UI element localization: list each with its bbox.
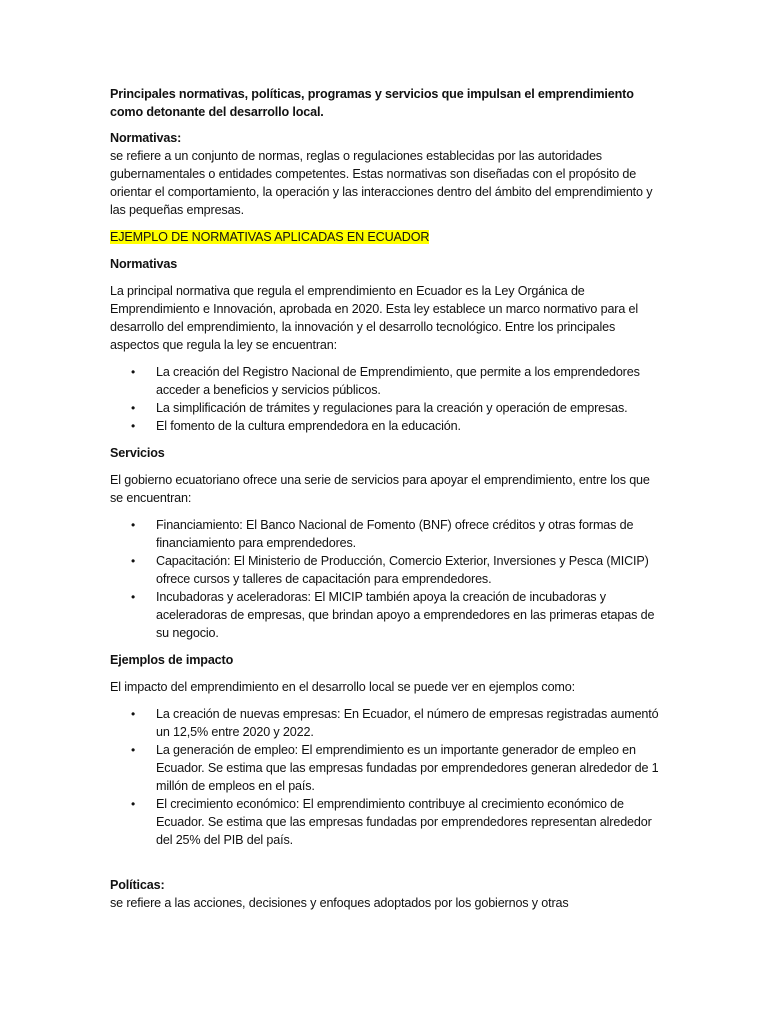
list-item (110, 417, 662, 435)
list-item-text: La creación de nuevas empresas: En Ecuador, el número de empresas registradas aumentó un 12,5% entre 2020 y 2022. (156, 707, 659, 739)
list-item-text: Financiamiento: El Banco Nacional de Fomento (BNF) ofrece créditos y otras formas de financiamiento para emprendedores. (156, 518, 634, 550)
bullet-icon: • (131, 743, 136, 757)
bullet-icon: • (131, 554, 136, 568)
politicas-heading: Políticas: (110, 878, 165, 892)
normativas-def-heading: Normativas: (110, 131, 182, 145)
list-item (110, 741, 662, 795)
bullet-icon: • (131, 365, 136, 379)
list-item-text: La simplificación de trámites y regulaciones para la creación y operación de empresas. (156, 401, 628, 415)
highlighted-heading: EJEMPLO DE NORMATIVAS APLICADAS EN ECUADOR (110, 230, 430, 244)
bullet-icon: • (131, 797, 136, 811)
normativas-list (110, 363, 662, 435)
blank-line (110, 858, 662, 876)
list-item (110, 516, 662, 552)
bullet-icon: • (131, 590, 136, 604)
politicas-definition (110, 876, 662, 912)
normativas-intro: La principal normativa que regula el emprendimiento en Ecuador es la Ley Orgánica de Emprendimiento e Innovación, aprobada en 2020. Esta ley establece un marco normativo para el desarrollo del emprendimiento, la innovación y el desarrollo tecnológico. Entre los principales aspectos que regula la ley se encuentran: (110, 284, 639, 352)
highlight-paragraph (110, 228, 662, 246)
normativas-definition (110, 129, 662, 219)
impacto-heading: Ejemplos de impacto (110, 653, 234, 667)
servicios-intro: El gobierno ecuatoriano ofrece una serie de servicios para apoyar el emprendimiento, entre los que se encuentran: (110, 473, 650, 505)
list-item-text: La generación de empleo: El emprendimiento es un importante generador de empleo en Ecuador. Se estima que las empresas fundadas por emprendedores generan alrededor de 1 millón de empleos en el país. (156, 743, 659, 793)
list-item (110, 705, 662, 741)
list-item-text: La creación del Registro Nacional de Emprendimiento, que permite a los emprendedores acceder a beneficios y servicios públicos. (156, 365, 640, 397)
list-item-text: El crecimiento económico: El emprendimiento contribuye al crecimiento económico de Ecuador. Se estima que las empresas fundadas por emprendedores representan alrededor del 25% del PIB del país. (156, 797, 652, 847)
list-item-text: Capacitación: El Ministerio de Producción, Comercio Exterior, Inversiones y Pesca (MICIP) ofrece cursos y talleres de capacitación para emprendedores. (156, 554, 649, 586)
document-title: Principales normativas, políticas, programas y servicios que impulsan el emprendimiento como detonante del desarrollo local. (110, 87, 634, 119)
list-item-text: Incubadoras y aceleradoras: El MICIP también apoya la creación de incubadoras y aceleradoras de empresas, que brindan apoyo a emprendedores en las primeras etapas de su negocio. (156, 590, 655, 640)
normativas-heading: Normativas (110, 257, 178, 271)
impacto-list (110, 705, 662, 849)
list-item (110, 552, 662, 588)
list-item (110, 363, 662, 399)
list-item (110, 399, 662, 417)
servicios-heading: Servicios (110, 446, 165, 460)
list-item (110, 588, 662, 642)
bullet-icon: • (131, 401, 136, 415)
list-item-text: El fomento de la cultura emprendedora en la educación. (156, 419, 461, 433)
list-item (110, 795, 662, 849)
servicios-list (110, 516, 662, 642)
bullet-icon: • (131, 419, 136, 433)
bullet-icon: • (131, 707, 136, 721)
politicas-text: se refiere a las acciones, decisiones y enfoques adoptados por los gobiernos y otras (110, 896, 569, 910)
impacto-intro: El impacto del emprendimiento en el desarrollo local se puede ver en ejemplos como: (110, 680, 575, 694)
bullet-icon: • (131, 518, 136, 532)
document-page (110, 85, 662, 921)
normativas-def-text: se refiere a un conjunto de normas, reglas o regulaciones establecidas por las autoridades gubernamentales o entidades competentes. Estas normativas son diseñadas con el propósito de orientar el comportamiento, la operación y las interacciones dentro del ámbito del emprendimiento y las pequeñas empresas. (110, 149, 653, 217)
